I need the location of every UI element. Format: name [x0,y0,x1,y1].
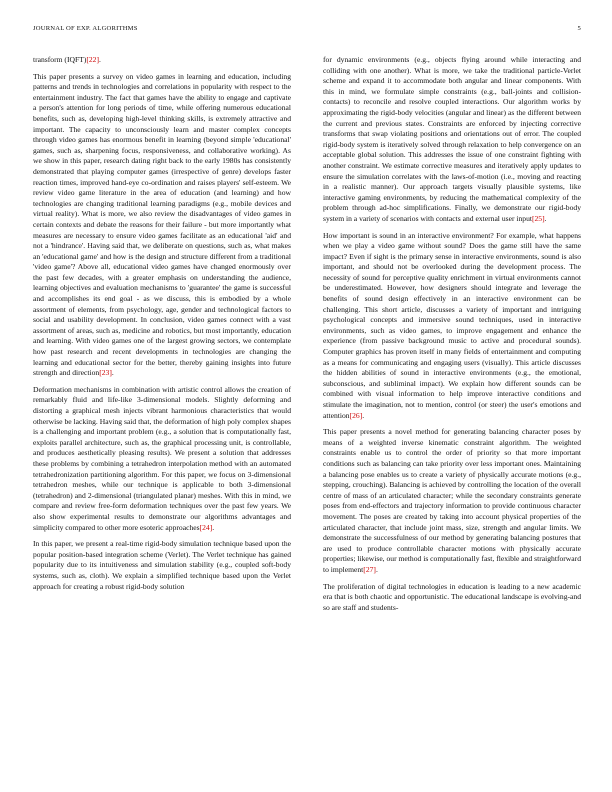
paragraph [33,385,291,533]
paragraph-tail: . [111,368,114,378]
paragraph-tail: . [99,55,101,64]
paragraph-tail: . [362,410,365,420]
paragraph [33,72,291,379]
paragraph-text: transform (IQFT) [33,55,87,64]
paragraph-text: In this paper, we present a real-time rigid-body simulation technique based upon the popular position-based integration scheme (Verlet). The Verlet technique has gained popularity due to its intuitiveness and simulation stability (e.g., coupled soft-body systems, such as, cloth). We explain a simplified technique based upon the Verlet approach for creating a robust rigid-body solution [33,539,291,591]
paragraph-text: for dynamic environments (e.g., objects flying around while interacting and colliding with one another). What is more, we take the traditional particle-Verlet scheme and expand it to accommodate both angular and linear components. With this in mind, we formulate simple constraints (e.g., ball-joints and collision-contacts) to reconcile and resolve coupled interactions. Our algorithm works by approximating the rigid-body velocities (angular and linear) as the different between the current and previous states. Constraints are enforced by injecting corrective transforms that swap violating positions and orientations out of error. The coupled rigid-body system is iteratively solved through relaxation to help convergence on an acceptable global solution. This addresses the issue of one constraint fighting with another constraint. We estimate corrective measures and iteratively apply updates to ensure the simulation correlates with the laws-of-motion (i.e., moving and reacting in a realistic manner). Our approach targets visually plausible systems, like interactive gaming environments, by reducing the mathematical complexity of the problem through ad-hoc simplifications. Finally, we demonstrate our rigid-body system in a variety of scenarios with contacts and external user input [323,55,581,223]
paragraph-tail: . [212,522,215,532]
citation-link[interactable]: [22] [86,55,100,64]
right-column [323,55,581,619]
citation-link[interactable]: [26] [349,410,363,420]
paragraph-tail: . [544,213,547,223]
paragraph [33,55,291,66]
paragraph-text: How important is sound in an interactive environment? For example, what happens when we play a video game without sound? Does the game still have the same impact? Even if sight is the primary sense in interactive environments, sound is also important, and should not be overlooked during the development process. The necessity of sound for perceptive quality enrichment in virtual environments cannot be underestimated. However, how designers should integrate and leverage the benefits of sound design effectively in an interactive environment can be challenging. This short article, discusses a variety of important and intriguing psychological concepts and immersive sound techniques, used in interactive environments, such as video games, to improve engagement and enhance the experience (from passive background music to active and procedural sounds). Computer graphics has proven itself in many fields of entertainment and computing as a means for communicating and engaging users (visually). This article discusses the hidden abilities of sound in interactive environments (e.g., the emotional, subconscious, and subliminal impact). We explain how different sounds can be combined with visual information to help improve interactive conditions and stimulate the imagination, not to mention, control (or steer) the user's emotions and attention [323,230,581,420]
citation-link[interactable]: [25] [531,213,545,223]
running-head [33,25,581,32]
citation-link[interactable]: [24] [199,522,213,532]
paragraph [323,55,581,225]
journal-name: JOURNAL OF EXP. ALGORITHMS [33,25,138,32]
paragraph [33,539,291,592]
paragraph-text: This paper presents a novel method for generating balancing character poses by means of a weighted inverse kinematic constraint algorithm. The weighted constraints enable us to control the order of priority so that more important conditions such as balancing can take priority over less important ones. Maintaining a balancing pose enables us to create a variety of physically accurate motions (e.g., stepping, crouching). Balancing is achieved by controlling the location of the overall centre of mass of an articulated character; while the secondary constraints generate poses from end-effectors and trajectory information to provide continuous character movement. The poses are created by taking into account physical properties of the articulated character, that include joint mass, size, strength and angular limits. We demonstrate the successfulness of our method by generating balancing postures that are used to produce controllable character motions with physically accurate properties; likewise, our method is computationally fast, flexible and straightforward to implement [323,427,581,574]
paragraph [323,427,581,575]
paragraph-text: Deformation mechanisms in combination with artistic control allows the creation of remarkably fluid and life-like 3-dimensional models. Slightly deforming and distorting a graphical mesh injects vibrant harmonious characteristics that would otherwise be lacking. Having said that, the deformation of high poly complex shapes is a challenging and important problem (e.g., a solution that is computationally fast, exploits parallel architecture, such as, the graphical processing unit, is controllable, and produces aesthetically pleasing results). We present a solution that addresses these problems by combining a tetrahedron interpolation method with an automated tetrahedronization partitioning algorithm. For this paper, we focus on 3-dimensional tetrahedron meshes, while our technique is applicable to both 3-dimensional (tetrahedron) and 2-dimensional (triangulated planar) meshes. With this in mind, we compare and review free-form deformation techniques over the past few years. We also show experimental results to demonstrate our algorithms advantages and simplicity compared to other more esoteric approaches [33,384,291,532]
citation-link[interactable]: [23] [99,368,112,378]
paragraph-text: This paper presents a survey on video games in learning and education, including patterns and trends in technologies and correlations in popularity with respect to the entertainment industry. The fact that games have the ability to engage and captivate a person's attention for long periods of time, while offering numerous educational benefits, such as, developing high-level thinking skills, is extremely attractive and important. The capacity to unconsciously learn and master complex concepts through video games has enormous benefit in learning (beyond simple 'educational' games, such as, sharpening focus, responsiveness, and collaborative working). As we show in this paper, research dating right back to the early 1980s has consistently demonstrated that playing computer games (irrespective of genre) develops faster reaction times, improved hand-eye co-ordination and raises players' self-esteem. We review video game literature in the area of education (and learning) and how technologies are changing traditional learning paradigms (e.g., mobile devices and virtual reality). What is more, we also review the disadvantages of video games in certain contexts and debate the reasons for their failure - but more importantly what measures are necessary to ensure video games facilitate as an educational 'aid' and not a 'hindrance'. Having said that, we deliberate on questions, such as, what makes an 'educational game' and how is the design and structure different from a traditional 'video game'? Above all, educational video games have changed enormously over the past few decades, with a greater emphasis on understanding the audience, learning objectives and evaluation mechanisms to 'guarantee' the game is successful and accomplishes its end goal - as we discuss, this is embodied by a whole assortment of elements, from psychology, age, gender and technological factors to social and usability development. In conclusion, video games connect with a vast assortment of areas, such as, medicine and robotics, but most importantly, education and learning. With video games one of the largest growing sectors, we contemplate how past research and recent developments in technologies are changing the learning and educational sector for the better, thereby gaining insights into future strength and direction [33,71,291,378]
citation-link[interactable]: [27] [363,564,376,574]
paragraph [323,582,581,614]
page-number: 5 [577,25,581,32]
paragraph-text: The proliferation of digital technologies in education is leading to a new academic era that is both chaotic and opportunistic. The educational landscape is evolving-and so are staff and students- [323,581,581,612]
left-column [33,55,291,598]
paragraph [323,231,581,422]
paragraph-tail: . [375,564,378,574]
